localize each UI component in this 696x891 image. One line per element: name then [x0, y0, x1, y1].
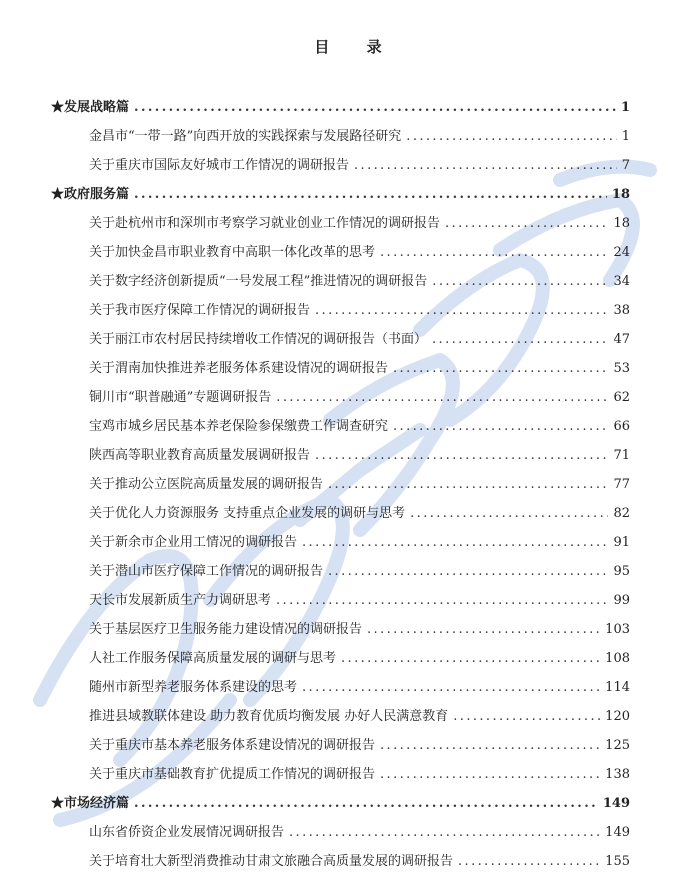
page-number: 71 — [613, 448, 630, 463]
page-number: 120 — [605, 709, 630, 724]
toc-entry[interactable] — [51, 354, 630, 383]
page-number: 108 — [605, 651, 630, 666]
toc-entry[interactable] — [51, 267, 630, 296]
dot-leader — [315, 296, 608, 325]
entry-title: 推进县域教联体建设 助力教育优质均衡发展 办好人民满意教育 — [89, 709, 449, 724]
toc-entry[interactable] — [51, 122, 630, 151]
page-number: 103 — [605, 622, 630, 637]
dot-leader — [315, 441, 608, 470]
toc-entry[interactable] — [51, 470, 630, 499]
page-number: 114 — [605, 680, 630, 695]
dot-leader — [445, 209, 608, 238]
dot-leader — [354, 151, 617, 180]
dot-leader — [406, 122, 616, 151]
page-number: 149 — [605, 825, 630, 840]
toc-entry[interactable] — [51, 847, 630, 876]
dot-leader — [134, 789, 598, 818]
page-number: 95 — [613, 564, 630, 579]
entry-title: 关于重庆市基础教育扩优提质工作情况的调研报告 — [89, 767, 376, 782]
dot-leader — [367, 615, 600, 644]
page-number: 47 — [613, 332, 630, 347]
page-number: 1 — [620, 100, 630, 115]
entry-title: 陕西高等职业教育高质量发展调研报告 — [89, 448, 311, 463]
entry-title: 关于丽江市农村居民持续增收工作情况的调研报告（书面） — [89, 332, 428, 347]
dot-leader — [276, 586, 608, 615]
entry-title: 关于推动公立医院高质量发展的调研报告 — [89, 477, 324, 492]
entry-title: 关于新余市企业用工情况的调研报告 — [89, 535, 298, 550]
toc-entry[interactable] — [51, 325, 630, 354]
toc-entry[interactable] — [51, 499, 630, 528]
toc-entry[interactable] — [51, 644, 630, 673]
toc-entry[interactable] — [51, 296, 630, 325]
dot-leader — [328, 557, 608, 586]
dot-leader — [302, 528, 608, 557]
toc-entry[interactable] — [51, 383, 630, 412]
entry-title: 关于培育壮大新型消费推动甘肃文旅融合高质量发展的调研报告 — [89, 854, 454, 869]
dot-leader — [276, 383, 608, 412]
dot-leader — [302, 673, 600, 702]
dot-leader — [134, 180, 607, 209]
entry-title: 关于优化人力资源服务 支持重点企业发展的调研与思考 — [89, 506, 406, 521]
toc-entry[interactable] — [51, 586, 630, 615]
page-number: 34 — [613, 274, 630, 289]
entry-title: 金昌市“一带一路”向西开放的实践探索与发展路径研究 — [89, 129, 402, 144]
entry-title: 关于我市医疗保障工作情况的调研报告 — [89, 303, 311, 318]
page-number: 18 — [613, 216, 630, 231]
dot-leader — [432, 267, 608, 296]
page-number: 18 — [611, 187, 630, 202]
entry-title: 关于基层医疗卫生服务能力建设情况的调研报告 — [89, 622, 363, 637]
page-number: 138 — [605, 767, 630, 782]
page-number: 66 — [613, 419, 630, 434]
section-title: ★市场经济篇 — [51, 796, 130, 811]
page-number: 77 — [613, 477, 630, 492]
toc-section-heading[interactable] — [51, 180, 630, 209]
toc-entry[interactable] — [51, 151, 630, 180]
toc-entry[interactable] — [51, 702, 630, 731]
page-number: 7 — [621, 158, 630, 173]
toc-entry[interactable] — [51, 615, 630, 644]
toc-section-heading[interactable] — [51, 93, 630, 122]
toc-entry[interactable] — [51, 209, 630, 238]
toc-title: 目 录 — [314, 38, 398, 56]
section-title: ★发展战略篇 — [51, 100, 130, 115]
dot-leader — [289, 818, 600, 847]
toc-entry[interactable] — [51, 238, 630, 267]
entry-title: 关于重庆市国际友好城市工作情况的调研报告 — [89, 158, 350, 173]
dot-leader — [380, 731, 600, 760]
dot-leader — [341, 644, 600, 673]
page-number: 91 — [613, 535, 630, 550]
toc-entry[interactable] — [51, 760, 630, 789]
toc-entry[interactable] — [51, 731, 630, 760]
page-number: 38 — [613, 303, 630, 318]
dot-leader — [458, 847, 600, 876]
dot-leader — [328, 470, 608, 499]
entry-title: 随州市新型养老服务体系建设的思考 — [89, 680, 298, 695]
dot-leader — [380, 238, 608, 267]
toc-entry[interactable] — [51, 528, 630, 557]
page-number: 125 — [605, 738, 630, 753]
entry-title: 山东省侨资企业发展情况调研报告 — [89, 825, 285, 840]
entry-title: 关于渭南加快推进养老服务体系建设情况的调研报告 — [89, 361, 389, 376]
entry-title: 关于潜山市医疗保障工作情况的调研报告 — [89, 564, 324, 579]
entry-title: 关于数字经济创新提质“一号发展工程”推进情况的调研报告 — [89, 274, 428, 289]
dot-leader — [453, 702, 600, 731]
section-title: ★政府服务篇 — [51, 187, 130, 202]
dot-leader — [393, 354, 608, 383]
entry-title: 人社工作服务保障高质量发展的调研与思考 — [89, 651, 337, 666]
dot-leader — [380, 760, 600, 789]
entry-title: 宝鸡市城乡居民基本养老保险参保缴费工作调查研究 — [89, 419, 389, 434]
toc-entry[interactable] — [51, 818, 630, 847]
dot-leader — [393, 412, 608, 441]
page-number: 149 — [602, 796, 630, 811]
entry-title: 关于重庆市基本养老服务体系建设情况的调研报告 — [89, 738, 376, 753]
page-number: 82 — [613, 506, 630, 521]
page-number: 62 — [613, 390, 630, 405]
toc-entry[interactable] — [51, 557, 630, 586]
toc-entry[interactable] — [51, 412, 630, 441]
page-number: 53 — [613, 361, 630, 376]
toc-entry[interactable] — [51, 441, 630, 470]
table-of-contents — [51, 93, 630, 876]
page-number: 155 — [605, 854, 630, 869]
entry-title: 关于加快金昌市职业教育中高职一体化改革的思考 — [89, 245, 376, 260]
toc-entry[interactable] — [51, 673, 630, 702]
page-number: 1 — [621, 129, 630, 144]
entry-title: 铜川市“职普融通”专题调研报告 — [89, 390, 272, 405]
entry-title: 关于赴杭州市和深圳市考察学习就业创业工作情况的调研报告 — [89, 216, 441, 231]
dot-leader — [432, 325, 608, 354]
dot-leader — [134, 93, 616, 122]
page-number: 24 — [613, 245, 630, 260]
page-number: 99 — [613, 593, 630, 608]
dot-leader — [410, 499, 608, 528]
toc-section-heading[interactable] — [51, 789, 630, 818]
entry-title: 天长市发展新质生产力调研思考 — [89, 593, 272, 608]
